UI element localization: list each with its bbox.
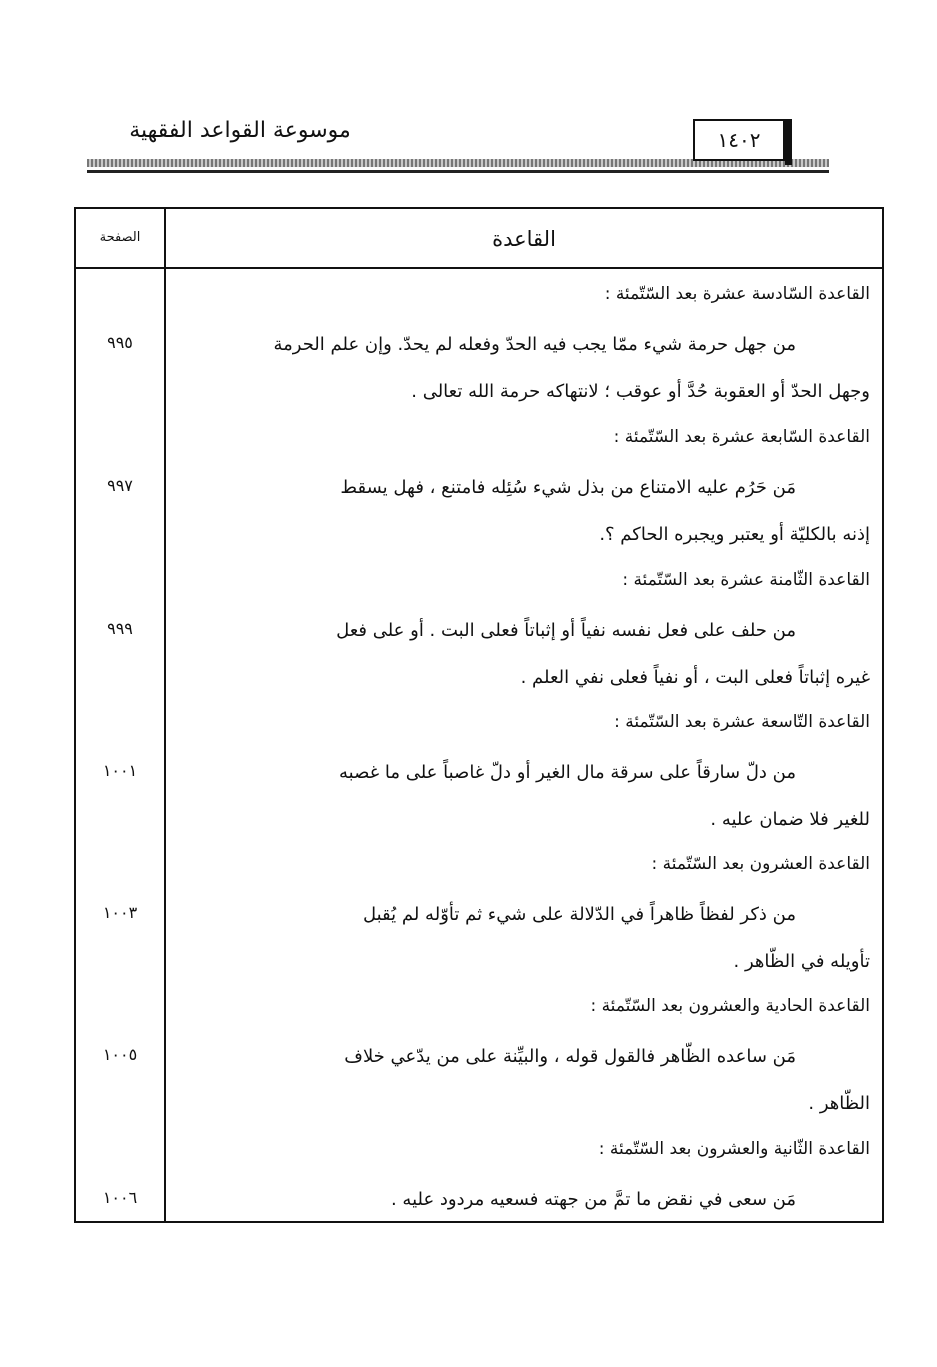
entry-line: إذنه بالكليّة أو يعتبر ويجبره الحاكم ؟. [599, 524, 870, 545]
entry-page: ٩٩٥ [107, 333, 133, 352]
entry-title: القاعدة الثّامنة عشرة بعد السّتّمئة : [622, 570, 870, 590]
entry-text [180, 1176, 870, 1223]
entry-title: القاعدة العشرون بعد السّتّمئة : [651, 854, 870, 874]
header-rule-underline [87, 170, 829, 173]
entry-line: تأويله في الظّاهر . [733, 951, 870, 972]
entry-text [180, 1033, 870, 1127]
entry-line: للغير فلا ضمان عليه . [710, 809, 870, 830]
entry-line: غيره إثباتاً فعلى البت ، أو نفياً فعلى نفي العلم . [520, 667, 870, 688]
entry-line: وجهل الحدّ أو العقوبة حُدَّ أو عوقب ؛ لانتهاكه حرمة الله تعالى . [411, 381, 870, 402]
entry-text [180, 321, 870, 415]
entry-page: ١٠٠٥ [102, 1045, 138, 1064]
entry-title: القاعدة السّادسة عشرة بعد السّتّمئة : [604, 284, 870, 304]
entry-page: ١٠٠٦ [102, 1188, 138, 1207]
entry-line: من حلف على فعل نفسه نفياً أو إثباتاً فعلى البت . أو على فعل [336, 620, 796, 641]
entry-line: من ذكر لفظاً ظاهراً في الدّلالة على شيء ثم تأوّله لم يُقبل [362, 904, 796, 925]
entry-text [180, 607, 870, 701]
entry-title: القاعدة التّاسعة عشرة بعد السّتّمئة : [614, 712, 870, 732]
rules-index-table [74, 207, 884, 1223]
entry-page: ٩٩٩ [107, 619, 133, 638]
entry-title: القاعدة الحادية والعشرون بعد السّتّمئة : [590, 996, 870, 1016]
column-header-rule: القاعدة [492, 227, 556, 251]
entry-text [180, 891, 870, 985]
entry-page: ١٠٠٣ [102, 903, 138, 922]
page-number: ١٤٠٢ [693, 119, 785, 161]
entry-page: ٩٩٧ [107, 476, 133, 495]
entry-line: مَن ساعده الظّاهر فالقول قوله ، والبيِّنة على من يدّعي خلاف [344, 1046, 796, 1067]
column-header-page: الصفحة [99, 230, 141, 245]
entry-line: مَن حَرُم عليه الامتناع من بذل شيء سُئِله فامتنع ، فهل يسقط [340, 477, 796, 498]
entry-line: الظّاهر . [808, 1093, 870, 1114]
entry-text [180, 464, 870, 558]
header-row-divider [76, 267, 882, 269]
entry-line: مَن سعى في نقض ما تمَّ من جهته فسعيه مردود عليه . [390, 1189, 796, 1210]
entry-title: القاعدة الثّانية والعشرون بعد السّتّمئة : [598, 1139, 870, 1159]
entry-text [180, 749, 870, 843]
column-divider [164, 209, 166, 1221]
entry-title: القاعدة السّابعة عشرة بعد السّتّمئة : [613, 427, 870, 447]
entry-line: من جهل حرمة شيء ممّا يجب فيه الحدّ وفعله لم يحدّ. وإن علم الحرمة [273, 334, 796, 355]
entry-line: من دلّ سارقاً على سرقة مال الغير أو دلّ غاصباً على ما غصبه [339, 762, 796, 783]
entry-page: ١٠٠١ [102, 761, 138, 780]
book-title: موسوعة القواعد الفقهية [129, 118, 351, 143]
